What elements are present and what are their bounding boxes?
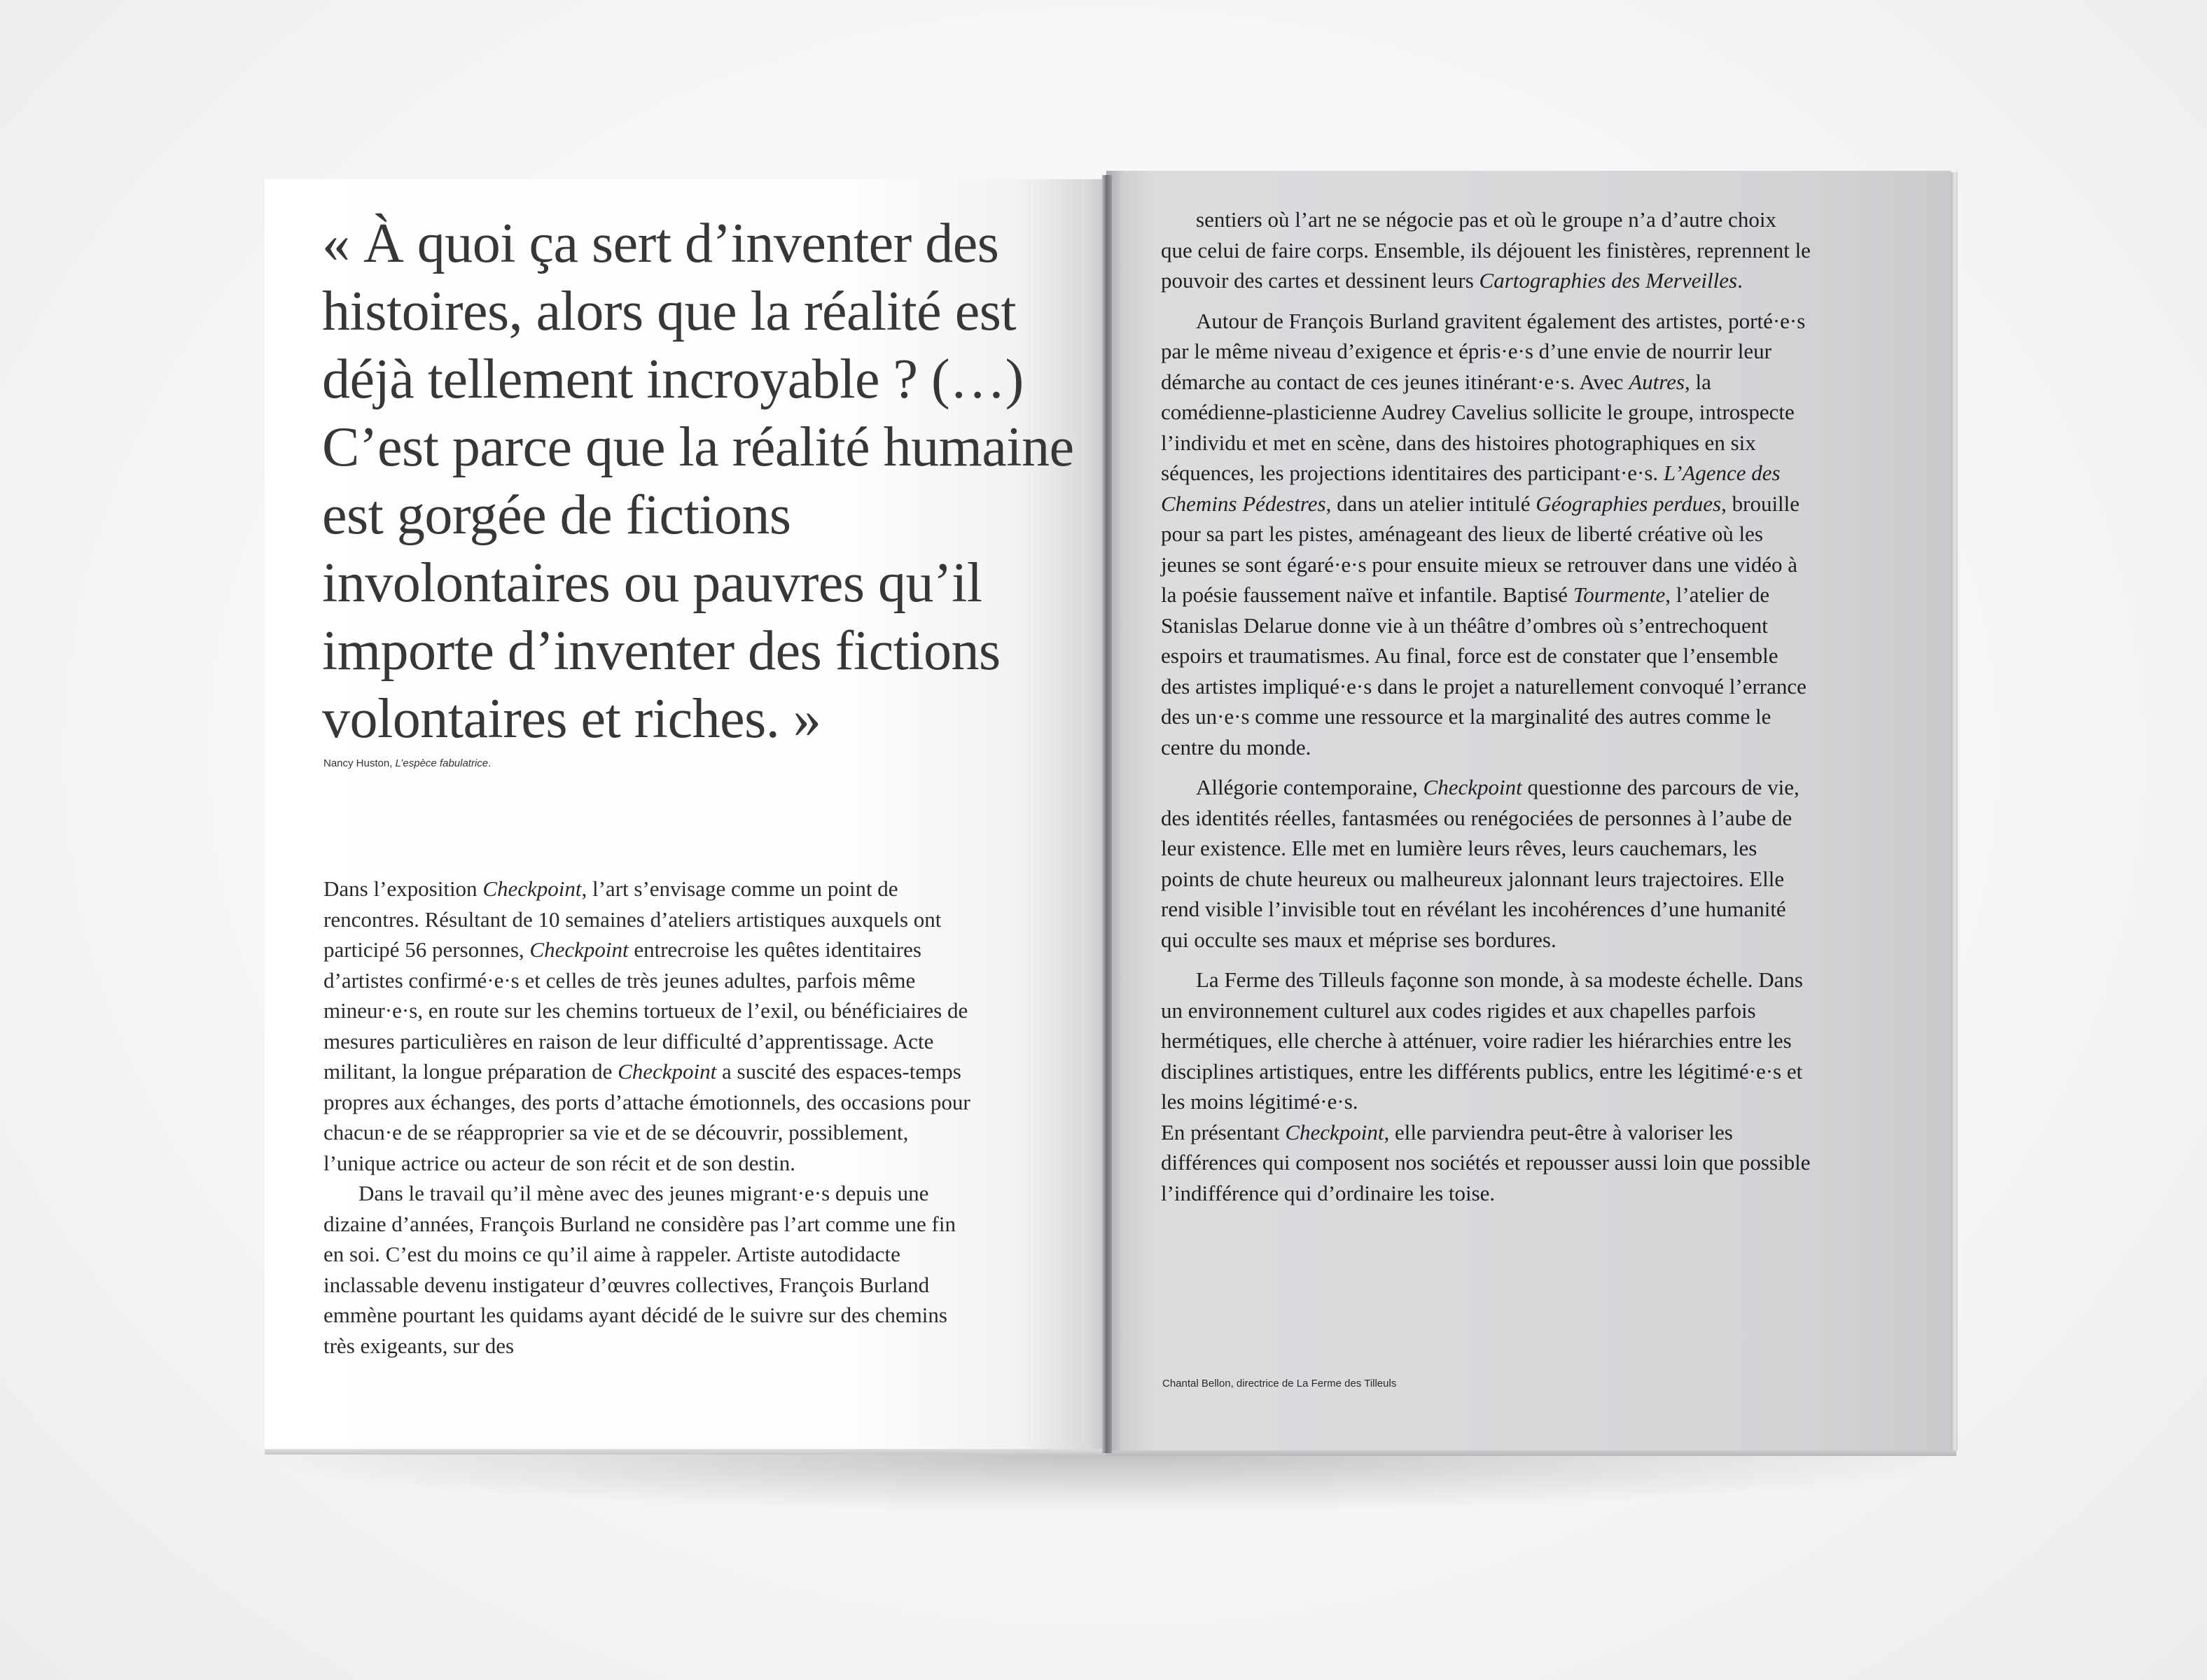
quote-source: L’espèce fabulatrice	[395, 757, 489, 769]
quote-source-end: .	[488, 757, 492, 769]
left-body-column	[323, 874, 975, 1361]
italic-title: Tourmente	[1573, 582, 1666, 607]
signature: Chantal Bellon, directrice de La Ferme des Tilleuls	[1162, 1378, 1397, 1390]
italic-title: Cartographies des Merveilles	[1479, 268, 1738, 293]
text-run: , elle parviendra peut-être à valoriser les différences qui composent nos sociétés et repousser aussi loin que possible l’indifférence qui d’ordinaire les toise.	[1161, 1119, 1811, 1205]
right-paragraph-3	[1161, 772, 1812, 955]
text-run: En présentant	[1161, 1119, 1286, 1144]
booklet-spine	[1102, 175, 1112, 1453]
italic-title: Checkpoint	[1285, 1119, 1384, 1144]
text-run: Autour de François Burland gravitent également des artistes, porté·e·s par le même niveau d’exigence et épris·e·s d’une envie de nourrir leur démarche au contact de ces jeunes itinérant·e·s. Avec	[1161, 308, 1806, 394]
text-run: sentiers où l’art ne se négocie pas et où le groupe n’a d’autre choix que celui de faire corps. Ensemble, ils déjouent les finistères, reprennent le pouvoir des cartes et dessinent leurs	[1161, 207, 1811, 293]
quote-author: Nancy Huston,	[323, 757, 396, 769]
text-run: , dans un atelier intitulé	[1325, 491, 1536, 516]
italic-title: Géographies perdues	[1536, 491, 1722, 516]
text-run: Dans l’exposition	[323, 876, 483, 901]
text-run: entrecroise les quêtes identitaires d’artistes confirmé·e·s et celles de très jeunes adultes, parfois même mineur·e·s, en route sur les chemins tortueux de l’exil, ou bénéficiaires de mesures particulières en raison de leur difficulté d’apprentissage. Acte militant, la longue préparation de	[323, 937, 968, 1084]
text-run: , l’art s’envisage comme un point de rencontres. Résultant de 10 semaines d’ateliers artistiques auxquels ont participé 56 personnes,	[323, 876, 942, 962]
italic-title: Checkpoint	[1423, 775, 1522, 799]
left-paragraph-2: Dans le travail qu’il mène avec des jeunes migrant·e·s depuis une dizaine d’années, François Burland ne considère pas l’art comme une fin en soi. C’est du moins ce qu’il aime à rappeler. Artiste autodidacte inclassable devenu instigateur d’œuvres collectives, François Burland emmène pourtant les quidams ayant décidé de le suivre sur des chemins très exigeants, sur des	[323, 1181, 956, 1358]
right-page-stack-edge	[1951, 172, 1958, 1450]
right-paragraph-1	[1161, 204, 1812, 296]
text-run: , la comédienne-plasticienne Audrey Cavelius sollicite le groupe, introspecte l’individu et met en scène, dans des histoires photographiques en six séquences, les projections identitaires des participant·e·s.	[1161, 369, 1795, 485]
right-paragraph-5	[1161, 1117, 1812, 1209]
text-run: .	[1737, 268, 1743, 293]
quote-attribution	[323, 757, 954, 769]
right-paragraph-2	[1161, 306, 1812, 763]
italic-title: Autres	[1629, 369, 1685, 394]
right-page-edge	[1106, 1450, 1956, 1456]
left-paragraph-1	[323, 874, 975, 1178]
left-page-edge	[265, 1449, 1106, 1455]
right-paragraph-4: La Ferme des Tilleuls façonne son monde, à sa modeste échelle. Dans un environnement culturel aux codes rigides et aux chapelles parfois hermétiques, elle cherche à atténuer, voire radier les hiérarchies entre les disciplines artistiques, entre les différents publics, entre les légitimé·e·s et les moins légitimé·e·s.	[1161, 967, 1803, 1114]
text-run: Allégorie contemporaine,	[1196, 775, 1423, 799]
italic-title: L’Agence des Chemins Pédestres	[1161, 461, 1781, 516]
italic-title: Checkpoint	[618, 1059, 717, 1084]
text-run: questionne des parcours de vie, des identités réelles, fantasmées ou renégociées de personnes à l’aube de leur existence. Elle met en lumière leurs rêves, leurs cauchemars, les points de chute heureux ou malheureux jalonnant leurs trajectoires. Elle rend visible l’invisible tout en révélant les incohérences d’une humanité qui occulte ses maux et méprise ses bordures.	[1161, 775, 1799, 952]
pull-quote: « À quoi ça sert d’inventer des histoires, alors que la réalité est déjà tellement incroyable ? (…) C’est parce que la réalité humaine est gorgée de fictions involontaires ou pauvres qu’il importe d’inventer des fictions volontaires et riches. »	[322, 213, 1074, 750]
italic-title: Checkpoint	[482, 876, 582, 901]
text-run: a suscité des espaces-temps propres aux échanges, des ports d’attache émotionnels, des occasions pour chacun·e de se réapproprier sa vie et de se découvrir, possiblement, l’unique actrice ou acteur de son récit et de son destin.	[323, 1059, 970, 1175]
text-run: , l’atelier de Stanislas Delarue donne vie à un théâtre d’ombres où s’entrechoquent espoirs et traumatismes. Au final, force est de constater que l’ensemble des artistes impliqué·e·s dans le projet a naturellement convoqué l’errance des un·e·s comme une ressource et la marginalité des autres comme le centre du monde.	[1161, 582, 1806, 760]
text-run: , brouille pour sa part les pistes, aménageant des lieux de liberté créative où les jeunes se sont égaré·e·s pour ensuite mieux se retrouver dans une vidéo à la poésie faussement naïve et infantile. Baptisé	[1161, 491, 1800, 607]
right-body-column	[1161, 204, 1812, 1208]
italic-title: Checkpoint	[529, 937, 629, 962]
